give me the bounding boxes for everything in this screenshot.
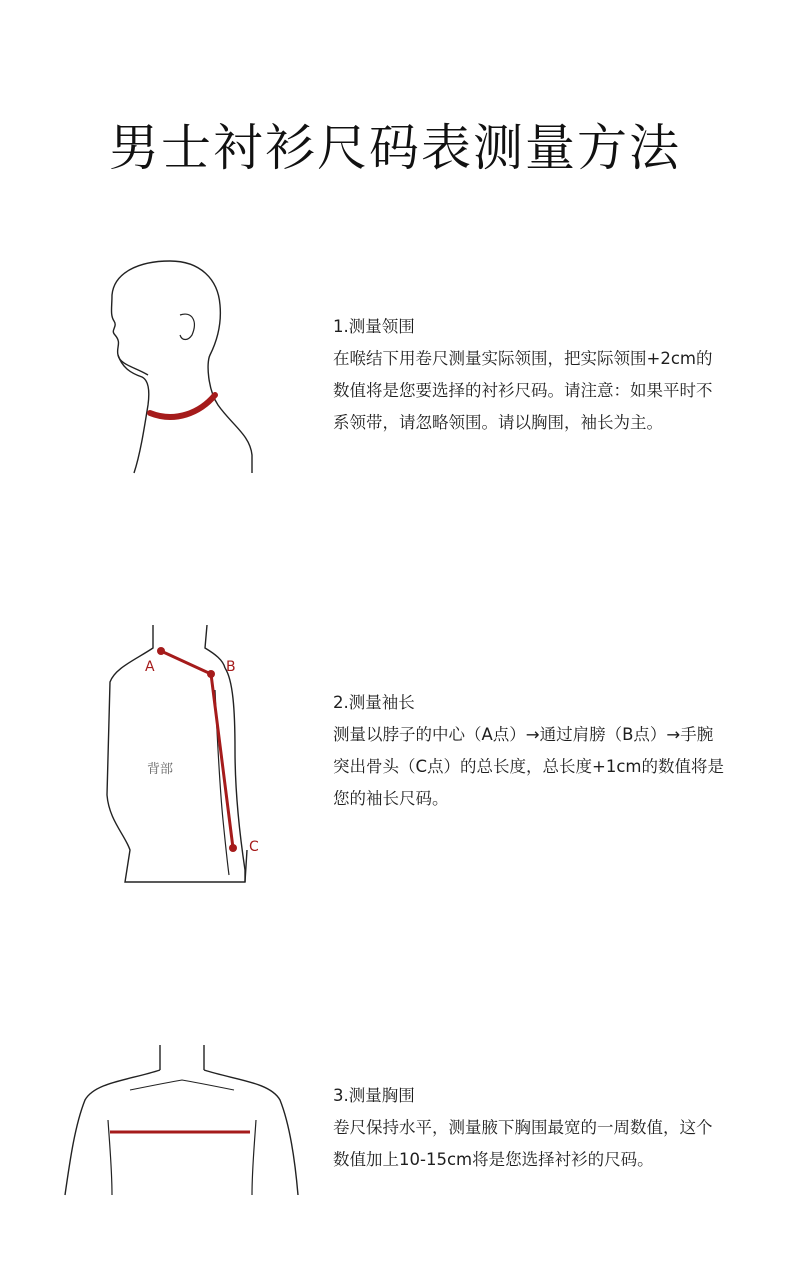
back-arm-illustration bbox=[105, 620, 275, 890]
section-sleeve bbox=[333, 687, 728, 815]
sleeve-measure-line bbox=[161, 651, 233, 848]
point-b-label: B bbox=[226, 659, 236, 675]
head-profile-illustration bbox=[100, 255, 270, 480]
chest-illustration bbox=[60, 1040, 305, 1200]
sleeve-measure-figure bbox=[105, 620, 275, 890]
point-c-marker bbox=[229, 844, 237, 852]
point-a-marker bbox=[157, 647, 165, 655]
point-c-label: C bbox=[249, 839, 259, 855]
point-b-marker bbox=[207, 670, 215, 678]
section-sleeve-body: 测量以脖子的中心（A点）→通过肩膀（B点）→手腕突出骨头（C点）的总长度，总长度+1cm的数值将是您的袖长尺码。 bbox=[333, 725, 724, 808]
point-a-label: A bbox=[145, 659, 155, 675]
section-chest-body: 卷尺保持水平，测量腋下胸围最宽的一周数值，这个数值加上10-15cm将是您选择衬衫的尺码。 bbox=[333, 1118, 713, 1169]
ear-outline bbox=[180, 314, 194, 339]
section-neck-heading: 1.测量领围 bbox=[333, 317, 415, 336]
collarbone-outline bbox=[130, 1080, 234, 1090]
back-label: 背部 bbox=[147, 762, 174, 777]
chest-measure-figure bbox=[60, 1040, 305, 1200]
section-sleeve-heading: 2.测量袖长 bbox=[333, 693, 415, 712]
head-outline bbox=[112, 261, 253, 473]
section-chest bbox=[333, 1080, 728, 1176]
section-chest-heading: 3.测量胸围 bbox=[333, 1086, 415, 1105]
section-neck-body: 在喉结下用卷尺测量实际领围，把实际领围+2cm的数值将是您要选择的衬衫尺码。请注意：如果平时不系领带，请忽略领围。请以胸围，袖长为主。 bbox=[333, 349, 713, 432]
neck-right-outline bbox=[205, 625, 225, 668]
section-neck bbox=[333, 311, 728, 439]
neck-outline bbox=[160, 1045, 204, 1070]
neck-measure-band bbox=[150, 395, 215, 417]
neck-measure-figure bbox=[100, 255, 270, 480]
page-title: 男士衬衫尺码表测量方法 bbox=[109, 119, 681, 177]
